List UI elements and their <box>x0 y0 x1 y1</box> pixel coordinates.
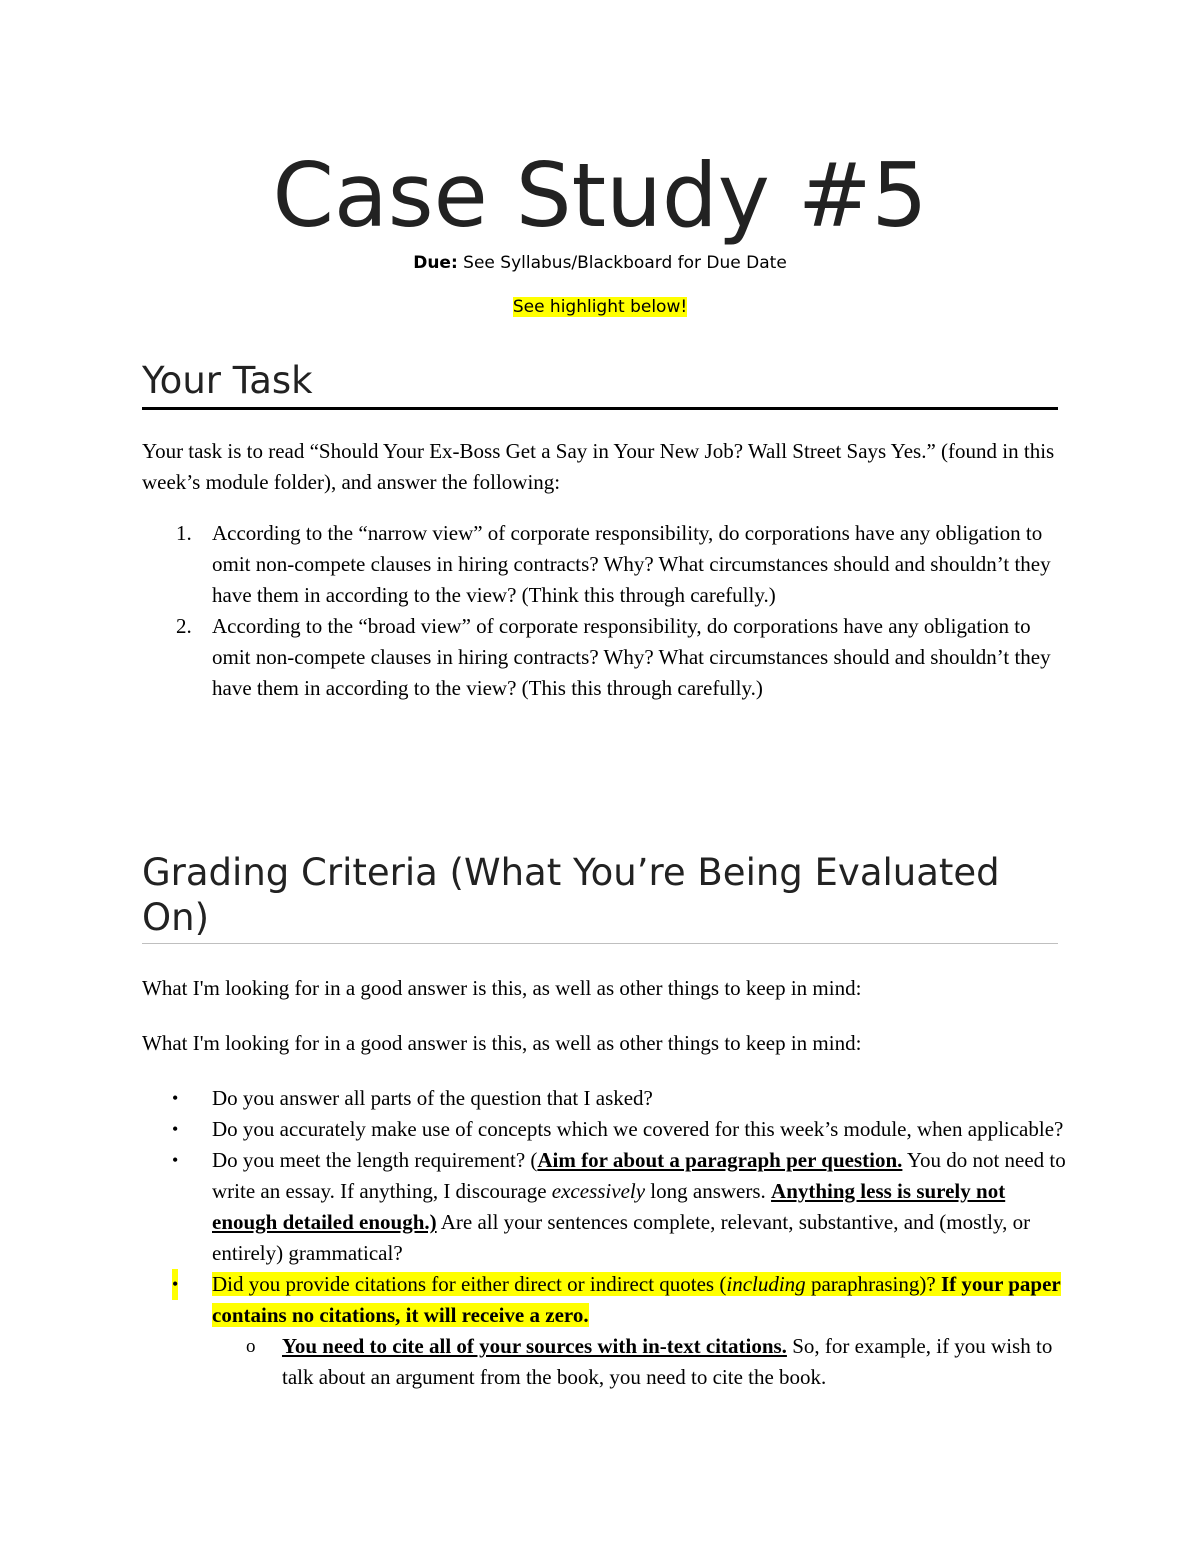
list-number: 1. <box>176 521 192 545</box>
due-label: Due: <box>413 253 458 273</box>
length-requirement-emphasis: Aim for about a paragraph per question. <box>537 1148 903 1172</box>
text-run: Did you provide citations for either direct or indirect quotes ( <box>212 1272 727 1296</box>
bullet-icon: • <box>172 1269 178 1300</box>
grading-intro-repeat: What I'm looking for in a good answer is this, as well as other things to keep in mind: <box>142 1031 862 1055</box>
question-text: According to the “narrow view” of corporate responsibility, do corporations have any obligation to omit non-compete clauses in hiring contracts? Why? What circumstances should and shouldn’t they have them in according to the view? (Think this through carefully.) <box>212 521 1051 607</box>
citation-requirement: You need to cite all of your sources with in-text citations. <box>282 1334 787 1358</box>
italic-text: including <box>726 1272 806 1296</box>
criteria-item <box>142 1145 1072 1269</box>
your-task-heading: Your Task <box>142 359 313 402</box>
criteria-item <box>142 1083 1072 1114</box>
criteria-subtext <box>282 1334 1052 1389</box>
text-run: Do you meet the length requirement? ( <box>212 1148 538 1172</box>
criteria-item <box>142 1269 1072 1331</box>
criteria-text <box>212 1272 1061 1327</box>
text-run: Are all your sentences complete, relevant, substantive, and (mostly, or entirely) grammatical? <box>212 1210 1031 1265</box>
bullet-icon: • <box>172 1088 179 1108</box>
citation-warning: If your paper contains no citations, it will receive a zero. <box>212 1272 1061 1327</box>
document-title: Case Study #5 <box>272 144 928 247</box>
due-text: See Syllabus/Blackboard for Due Date <box>457 253 787 273</box>
question-list <box>142 518 1072 704</box>
criteria-text <box>212 1148 1066 1265</box>
question-text: According to the “broad view” of corporate responsibility, do corporations have any obligation to omit non-compete clauses in hiring contracts? Why? What circumstances should and shouldn’t they have them in according to the view? (This this through carefully.) <box>212 614 1051 700</box>
sub-bullet-icon: o <box>246 1336 256 1357</box>
highlight-note-line <box>0 297 1200 317</box>
italic-text: excessively <box>551 1179 646 1203</box>
length-warning-emphasis: Anything less is surely not enough detailed enough.) <box>212 1179 1006 1234</box>
grading-intro: What I'm looking for in a good answer is this, as well as other things to keep in mind: <box>142 976 862 1000</box>
heading-underline <box>142 407 1058 410</box>
criteria-text: Do you answer all parts of the question that I asked? <box>212 1086 653 1110</box>
question-item <box>142 611 1072 704</box>
highlight-note: See highlight below! <box>512 297 688 317</box>
criteria-subitem <box>142 1331 1072 1393</box>
text-run: paraphrasing)? <box>805 1272 941 1296</box>
text-run: You do not need to write an essay. If anything, I discourage <box>212 1148 1066 1203</box>
criteria-list <box>142 1083 1072 1393</box>
criteria-text: Do you accurately make use of concepts which we covered for this week’s module, when applicable? <box>212 1117 1064 1141</box>
bullet-icon: • <box>172 1119 179 1139</box>
text-run: So, for example, if you wish to talk about an argument from the book, you need to cite the book. <box>282 1334 1053 1389</box>
grading-criteria-heading: Grading Criteria (What You’re Being Evaluated On) <box>142 851 1000 939</box>
criteria-item <box>142 1114 1072 1145</box>
bullet-icon: • <box>172 1150 179 1170</box>
heading-divider <box>142 943 1058 944</box>
text-run: long answers. <box>645 1179 772 1203</box>
due-line <box>0 253 1200 273</box>
list-number: 2. <box>176 614 192 638</box>
question-item <box>142 518 1072 611</box>
task-intro: Your task is to read “Should Your Ex-Boss Get a Say in Your New Job? Wall Street Says Yes.” (found in this week’s module folder), and answer the following: <box>142 439 1055 494</box>
